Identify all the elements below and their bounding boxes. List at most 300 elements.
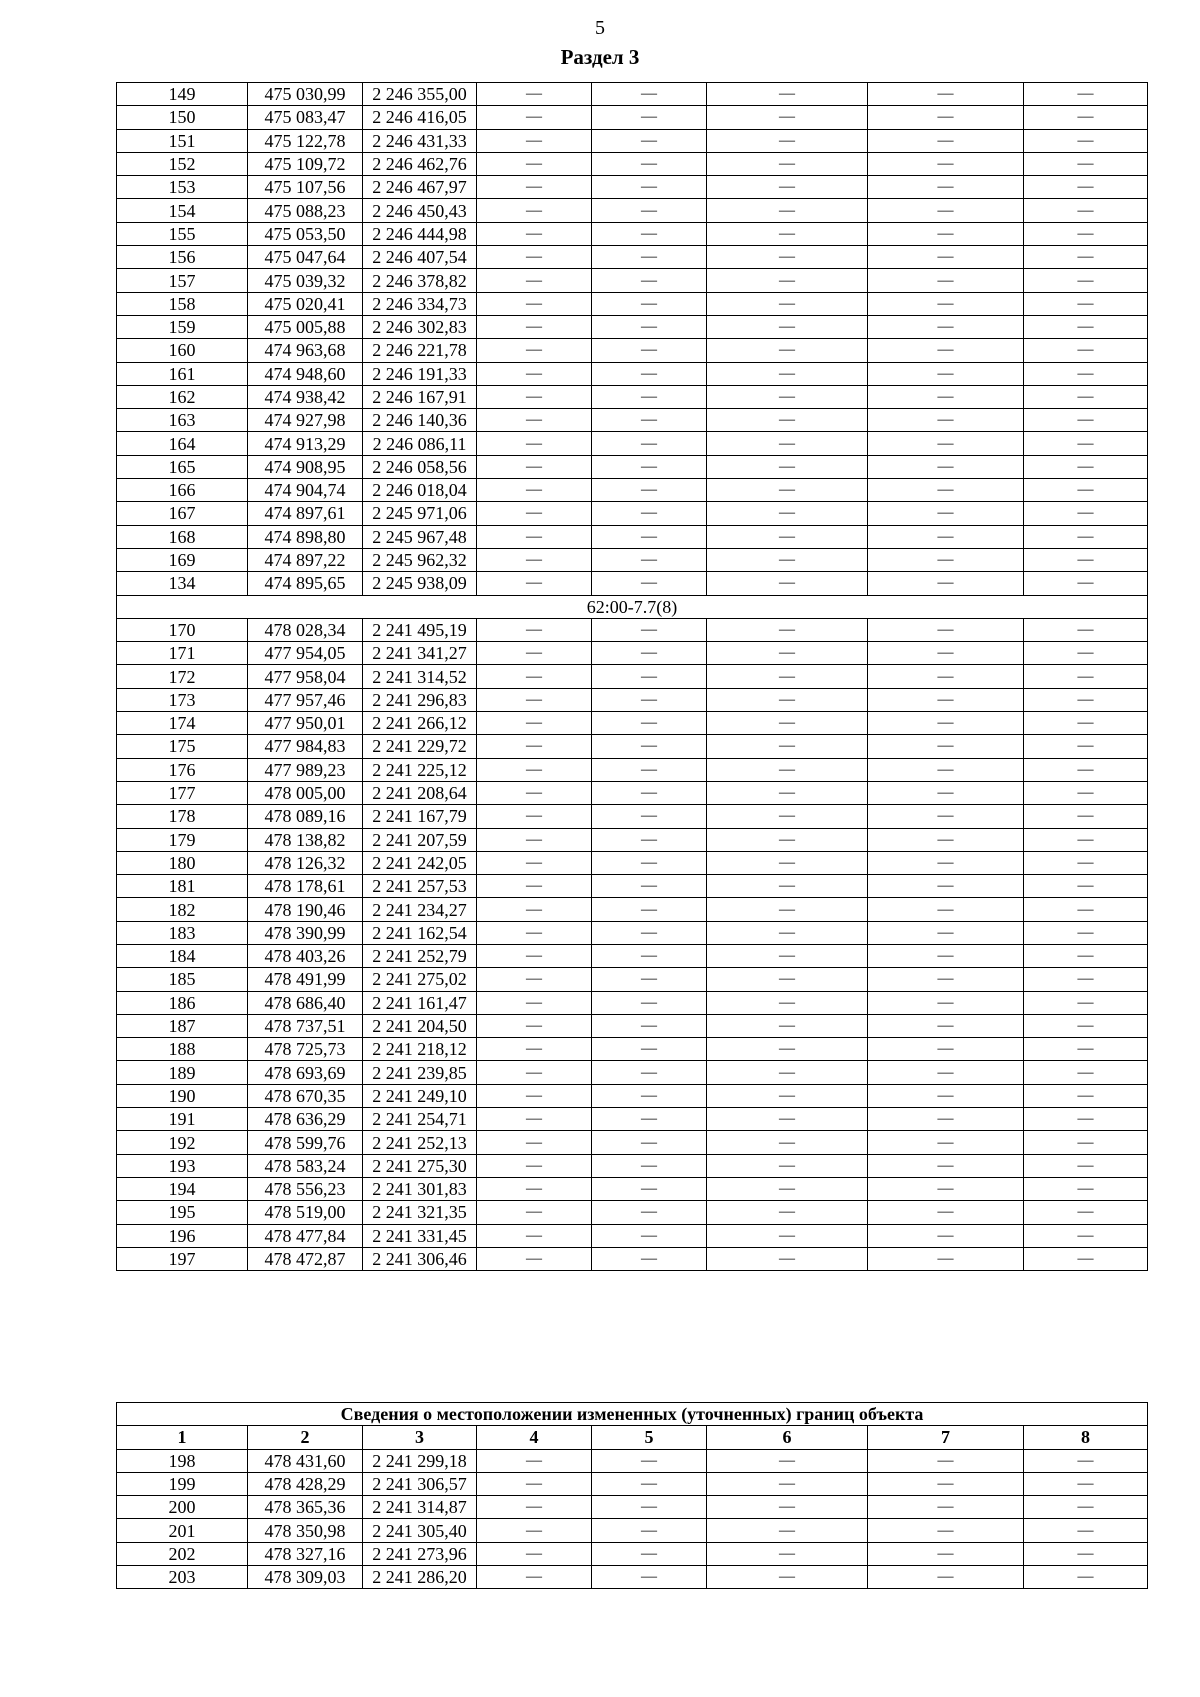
coordinate-x: 478 005,00 [248, 781, 363, 804]
empty-value: — [1024, 1061, 1148, 1084]
coordinate-x: 478 327,16 [248, 1542, 363, 1565]
empty-value: — [592, 1496, 707, 1519]
empty-value: — [707, 1014, 868, 1037]
empty-value: — [1024, 129, 1148, 152]
coordinate-x: 477 984,83 [248, 735, 363, 758]
point-number: 170 [117, 618, 248, 641]
empty-value: — [592, 525, 707, 548]
empty-value: — [868, 688, 1024, 711]
point-number: 182 [117, 898, 248, 921]
group-label: 62:00-7.7(8) [117, 595, 1148, 618]
empty-value: — [868, 665, 1024, 688]
coordinate-y: 2 241 225,12 [363, 758, 477, 781]
empty-value: — [1024, 642, 1148, 665]
empty-value: — [477, 1201, 592, 1224]
table-row [117, 921, 1148, 944]
coordinate-y: 2 241 296,83 [363, 688, 477, 711]
empty-value: — [592, 455, 707, 478]
empty-value: — [1024, 1472, 1148, 1495]
empty-value: — [477, 968, 592, 991]
empty-value: — [868, 548, 1024, 571]
coordinate-y: 2 241 167,79 [363, 805, 477, 828]
empty-value: — [707, 828, 868, 851]
empty-value: — [592, 828, 707, 851]
empty-value: — [592, 572, 707, 595]
column-header: 3 [363, 1426, 477, 1449]
empty-value: — [868, 409, 1024, 432]
empty-value: — [477, 665, 592, 688]
coordinate-x: 474 927,98 [248, 409, 363, 432]
empty-value: — [1024, 315, 1148, 338]
empty-value: — [477, 828, 592, 851]
empty-value: — [1024, 409, 1148, 432]
table-row [117, 222, 1148, 245]
coordinate-x: 478 365,36 [248, 1496, 363, 1519]
empty-value: — [1024, 828, 1148, 851]
empty-value: — [868, 106, 1024, 129]
empty-value: — [1024, 875, 1148, 898]
empty-value: — [868, 1542, 1024, 1565]
table-row [117, 548, 1148, 571]
table-row [117, 1472, 1148, 1495]
table-row [117, 246, 1148, 269]
table-row [117, 1449, 1148, 1472]
empty-value: — [868, 152, 1024, 175]
empty-value: — [592, 269, 707, 292]
empty-value: — [592, 921, 707, 944]
empty-value: — [707, 246, 868, 269]
table-row [117, 269, 1148, 292]
point-number: 177 [117, 781, 248, 804]
empty-value: — [477, 222, 592, 245]
point-number: 152 [117, 152, 248, 175]
point-number: 168 [117, 525, 248, 548]
coordinate-y: 2 241 273,96 [363, 1542, 477, 1565]
empty-value: — [707, 1038, 868, 1061]
empty-value: — [707, 1472, 868, 1495]
empty-value: — [868, 758, 1024, 781]
coordinate-y: 2 246 018,04 [363, 479, 477, 502]
empty-value: — [592, 1038, 707, 1061]
point-number: 164 [117, 432, 248, 455]
coordinates-table [116, 82, 1148, 1271]
empty-value: — [592, 1201, 707, 1224]
empty-value: — [707, 502, 868, 525]
empty-value: — [592, 1061, 707, 1084]
empty-value: — [1024, 106, 1148, 129]
empty-value: — [707, 1084, 868, 1107]
empty-value: — [868, 1201, 1024, 1224]
coordinate-y: 2 241 242,05 [363, 851, 477, 874]
coordinate-y: 2 246 431,33 [363, 129, 477, 152]
empty-value: — [1024, 176, 1148, 199]
empty-value: — [592, 362, 707, 385]
coordinate-x: 478 178,61 [248, 875, 363, 898]
empty-value: — [1024, 246, 1148, 269]
empty-value: — [868, 479, 1024, 502]
empty-value: — [707, 875, 868, 898]
empty-value: — [477, 269, 592, 292]
empty-value: — [1024, 548, 1148, 571]
coordinate-x: 478 599,76 [248, 1131, 363, 1154]
empty-value: — [477, 129, 592, 152]
empty-value: — [868, 292, 1024, 315]
table-row [117, 1038, 1148, 1061]
table-row [117, 315, 1148, 338]
empty-value: — [592, 618, 707, 641]
table-row [117, 805, 1148, 828]
coordinate-x: 478 636,29 [248, 1108, 363, 1131]
group-row [117, 595, 1148, 618]
coordinate-x: 477 958,04 [248, 665, 363, 688]
empty-value: — [868, 1449, 1024, 1472]
empty-value: — [707, 1496, 868, 1519]
empty-value: — [868, 176, 1024, 199]
coordinate-y: 2 241 234,27 [363, 898, 477, 921]
empty-value: — [707, 129, 868, 152]
empty-value: — [707, 176, 868, 199]
empty-value: — [1024, 1542, 1148, 1565]
empty-value: — [592, 199, 707, 222]
empty-value: — [707, 665, 868, 688]
empty-value: — [707, 805, 868, 828]
point-number: 193 [117, 1154, 248, 1177]
empty-value: — [1024, 1038, 1148, 1061]
coordinate-x: 475 109,72 [248, 152, 363, 175]
column-header: 4 [477, 1426, 592, 1449]
empty-value: — [868, 339, 1024, 362]
point-number: 184 [117, 944, 248, 967]
empty-value: — [1024, 479, 1148, 502]
table-row [117, 991, 1148, 1014]
table-row [117, 409, 1148, 432]
empty-value: — [477, 1108, 592, 1131]
coordinate-x: 477 954,05 [248, 642, 363, 665]
empty-value: — [868, 898, 1024, 921]
coordinate-y: 2 241 252,13 [363, 1131, 477, 1154]
empty-value: — [477, 339, 592, 362]
empty-value: — [868, 1224, 1024, 1247]
point-number: 183 [117, 921, 248, 944]
empty-value: — [592, 129, 707, 152]
empty-value: — [1024, 1131, 1148, 1154]
table-row [117, 1177, 1148, 1200]
table-row [117, 712, 1148, 735]
empty-value: — [477, 1496, 592, 1519]
empty-value: — [592, 1131, 707, 1154]
table-row [117, 525, 1148, 548]
empty-value: — [477, 199, 592, 222]
empty-value: — [592, 944, 707, 967]
table-row [117, 1566, 1148, 1589]
empty-value: — [868, 1131, 1024, 1154]
empty-value: — [707, 1061, 868, 1084]
empty-value: — [477, 851, 592, 874]
empty-value: — [477, 805, 592, 828]
coordinate-y: 2 241 341,27 [363, 642, 477, 665]
empty-value: — [1024, 1108, 1148, 1131]
coordinate-x: 475 030,99 [248, 83, 363, 106]
coordinate-y: 2 245 938,09 [363, 572, 477, 595]
section-title: Раздел 3 [560, 45, 640, 69]
empty-value: — [477, 781, 592, 804]
point-number: 194 [117, 1177, 248, 1200]
point-number: 200 [117, 1496, 248, 1519]
table-row [117, 851, 1148, 874]
table-row [117, 665, 1148, 688]
empty-value: — [868, 1061, 1024, 1084]
coordinate-y: 2 245 971,06 [363, 502, 477, 525]
empty-value: — [592, 548, 707, 571]
empty-value: — [592, 665, 707, 688]
empty-value: — [477, 1131, 592, 1154]
empty-value: — [1024, 222, 1148, 245]
coordinate-x: 478 519,00 [248, 1201, 363, 1224]
empty-value: — [1024, 1154, 1148, 1177]
empty-value: — [592, 805, 707, 828]
empty-value: — [1024, 455, 1148, 478]
coordinate-y: 2 241 299,18 [363, 1449, 477, 1472]
coordinate-y: 2 241 495,19 [363, 618, 477, 641]
coordinate-x: 478 686,40 [248, 991, 363, 1014]
coordinate-x: 477 950,01 [248, 712, 363, 735]
empty-value: — [592, 1519, 707, 1542]
coordinate-y: 2 241 204,50 [363, 1014, 477, 1037]
empty-value: — [592, 432, 707, 455]
empty-value: — [707, 712, 868, 735]
coordinate-y: 2 246 378,82 [363, 269, 477, 292]
coordinate-x: 478 350,98 [248, 1519, 363, 1542]
empty-value: — [1024, 502, 1148, 525]
coordinate-x: 475 005,88 [248, 315, 363, 338]
empty-value: — [868, 432, 1024, 455]
coordinate-x: 475 088,23 [248, 199, 363, 222]
empty-value: — [1024, 1177, 1148, 1200]
coordinate-y: 2 246 334,73 [363, 292, 477, 315]
empty-value: — [1024, 712, 1148, 735]
coordinate-y: 2 241 314,87 [363, 1496, 477, 1519]
empty-value: — [707, 1224, 868, 1247]
table-row [117, 362, 1148, 385]
empty-value: — [707, 525, 868, 548]
empty-value: — [592, 315, 707, 338]
column-header-row [117, 1426, 1148, 1449]
empty-value: — [1024, 339, 1148, 362]
point-number: 192 [117, 1131, 248, 1154]
empty-value: — [707, 921, 868, 944]
empty-value: — [868, 618, 1024, 641]
empty-value: — [707, 968, 868, 991]
empty-value: — [1024, 991, 1148, 1014]
empty-value: — [477, 292, 592, 315]
column-header: 6 [707, 1426, 868, 1449]
coordinate-y: 2 241 306,57 [363, 1472, 477, 1495]
table-row [117, 1014, 1148, 1037]
coordinate-y: 2 246 086,11 [363, 432, 477, 455]
coordinate-y: 2 241 254,71 [363, 1108, 477, 1131]
table-row [117, 1131, 1148, 1154]
empty-value: — [477, 455, 592, 478]
empty-value: — [477, 1224, 592, 1247]
table-row [117, 1542, 1148, 1565]
point-number: 187 [117, 1014, 248, 1037]
table-caption: Сведения о местоположении измененных (уточненных) границ объекта [117, 1403, 1148, 1426]
empty-value: — [868, 246, 1024, 269]
empty-value: — [592, 898, 707, 921]
table-row [117, 83, 1148, 106]
empty-value: — [868, 735, 1024, 758]
empty-value: — [707, 898, 868, 921]
empty-value: — [1024, 921, 1148, 944]
point-number: 158 [117, 292, 248, 315]
coordinate-x: 478 583,24 [248, 1154, 363, 1177]
empty-value: — [1024, 898, 1148, 921]
empty-value: — [868, 1154, 1024, 1177]
table-row [117, 199, 1148, 222]
coordinate-x: 474 895,65 [248, 572, 363, 595]
empty-value: — [477, 618, 592, 641]
point-number: 154 [117, 199, 248, 222]
empty-value: — [477, 688, 592, 711]
coordinate-x: 478 403,26 [248, 944, 363, 967]
empty-value: — [1024, 1224, 1148, 1247]
column-header: 1 [117, 1426, 248, 1449]
empty-value: — [477, 479, 592, 502]
empty-value: — [707, 106, 868, 129]
empty-value: — [707, 851, 868, 874]
empty-value: — [868, 1472, 1024, 1495]
empty-value: — [707, 315, 868, 338]
empty-value: — [592, 1108, 707, 1131]
coordinate-x: 478 089,16 [248, 805, 363, 828]
column-header: 5 [592, 1426, 707, 1449]
empty-value: — [477, 1154, 592, 1177]
empty-value: — [477, 502, 592, 525]
empty-value: — [707, 1108, 868, 1131]
empty-value: — [1024, 1084, 1148, 1107]
coordinate-x: 474 963,68 [248, 339, 363, 362]
empty-value: — [868, 455, 1024, 478]
coordinate-y: 2 245 967,48 [363, 525, 477, 548]
column-header: 8 [1024, 1426, 1148, 1449]
point-number: 167 [117, 502, 248, 525]
coordinate-x: 474 898,80 [248, 525, 363, 548]
empty-value: — [592, 1542, 707, 1565]
empty-value: — [592, 1154, 707, 1177]
empty-value: — [707, 1247, 868, 1270]
empty-value: — [477, 1084, 592, 1107]
point-number: 160 [117, 339, 248, 362]
empty-value: — [477, 712, 592, 735]
empty-value: — [868, 1496, 1024, 1519]
table-row [117, 572, 1148, 595]
empty-value: — [707, 385, 868, 408]
coordinate-x: 475 020,41 [248, 292, 363, 315]
coordinate-x: 475 107,56 [248, 176, 363, 199]
empty-value: — [1024, 385, 1148, 408]
empty-value: — [707, 269, 868, 292]
table-row [117, 828, 1148, 851]
empty-value: — [592, 1566, 707, 1589]
empty-value: — [707, 222, 868, 245]
table-row [117, 129, 1148, 152]
empty-value: — [592, 1014, 707, 1037]
empty-value: — [1024, 152, 1148, 175]
table-row [117, 968, 1148, 991]
table-row [117, 735, 1148, 758]
coordinate-x: 478 477,84 [248, 1224, 363, 1247]
empty-value: — [707, 1566, 868, 1589]
empty-value: — [477, 1014, 592, 1037]
coordinate-x: 478 725,73 [248, 1038, 363, 1061]
empty-value: — [477, 921, 592, 944]
coordinate-y: 2 241 229,72 [363, 735, 477, 758]
point-number: 199 [117, 1472, 248, 1495]
empty-value: — [477, 409, 592, 432]
point-number: 163 [117, 409, 248, 432]
empty-value: — [477, 572, 592, 595]
empty-value: — [477, 758, 592, 781]
coordinate-y: 2 241 331,45 [363, 1224, 477, 1247]
point-number: 186 [117, 991, 248, 1014]
empty-value: — [477, 1566, 592, 1589]
empty-value: — [707, 758, 868, 781]
column-header: 2 [248, 1426, 363, 1449]
coordinate-y: 2 241 275,02 [363, 968, 477, 991]
empty-value: — [477, 1519, 592, 1542]
empty-value: — [868, 805, 1024, 828]
point-number: 190 [117, 1084, 248, 1107]
coordinate-x: 478 309,03 [248, 1566, 363, 1589]
empty-value: — [868, 385, 1024, 408]
empty-value: — [592, 968, 707, 991]
empty-value: — [868, 991, 1024, 1014]
empty-value: — [868, 502, 1024, 525]
empty-value: — [868, 875, 1024, 898]
table-row [117, 176, 1148, 199]
empty-value: — [592, 851, 707, 874]
empty-value: — [707, 1131, 868, 1154]
empty-value: — [1024, 292, 1148, 315]
table-row [117, 642, 1148, 665]
empty-value: — [707, 479, 868, 502]
table-row [117, 1247, 1148, 1270]
empty-value: — [868, 944, 1024, 967]
point-number: 149 [117, 83, 248, 106]
empty-value: — [1024, 665, 1148, 688]
coordinate-y: 2 241 305,40 [363, 1519, 477, 1542]
empty-value: — [1024, 1566, 1148, 1589]
coordinate-y: 2 241 161,47 [363, 991, 477, 1014]
coordinate-y: 2 241 257,53 [363, 875, 477, 898]
empty-value: — [1024, 1449, 1148, 1472]
coordinate-x: 477 989,23 [248, 758, 363, 781]
coordinate-x: 478 138,82 [248, 828, 363, 851]
empty-value: — [868, 269, 1024, 292]
empty-value: — [868, 1108, 1024, 1131]
empty-value: — [868, 968, 1024, 991]
empty-value: — [592, 1449, 707, 1472]
empty-value: — [1024, 805, 1148, 828]
table-row [117, 106, 1148, 129]
coordinate-x: 474 904,74 [248, 479, 363, 502]
point-number: 198 [117, 1449, 248, 1472]
coordinate-y: 2 246 221,78 [363, 339, 477, 362]
empty-value: — [477, 875, 592, 898]
point-number: 195 [117, 1201, 248, 1224]
coordinate-x: 475 122,78 [248, 129, 363, 152]
coordinate-x: 474 908,95 [248, 455, 363, 478]
